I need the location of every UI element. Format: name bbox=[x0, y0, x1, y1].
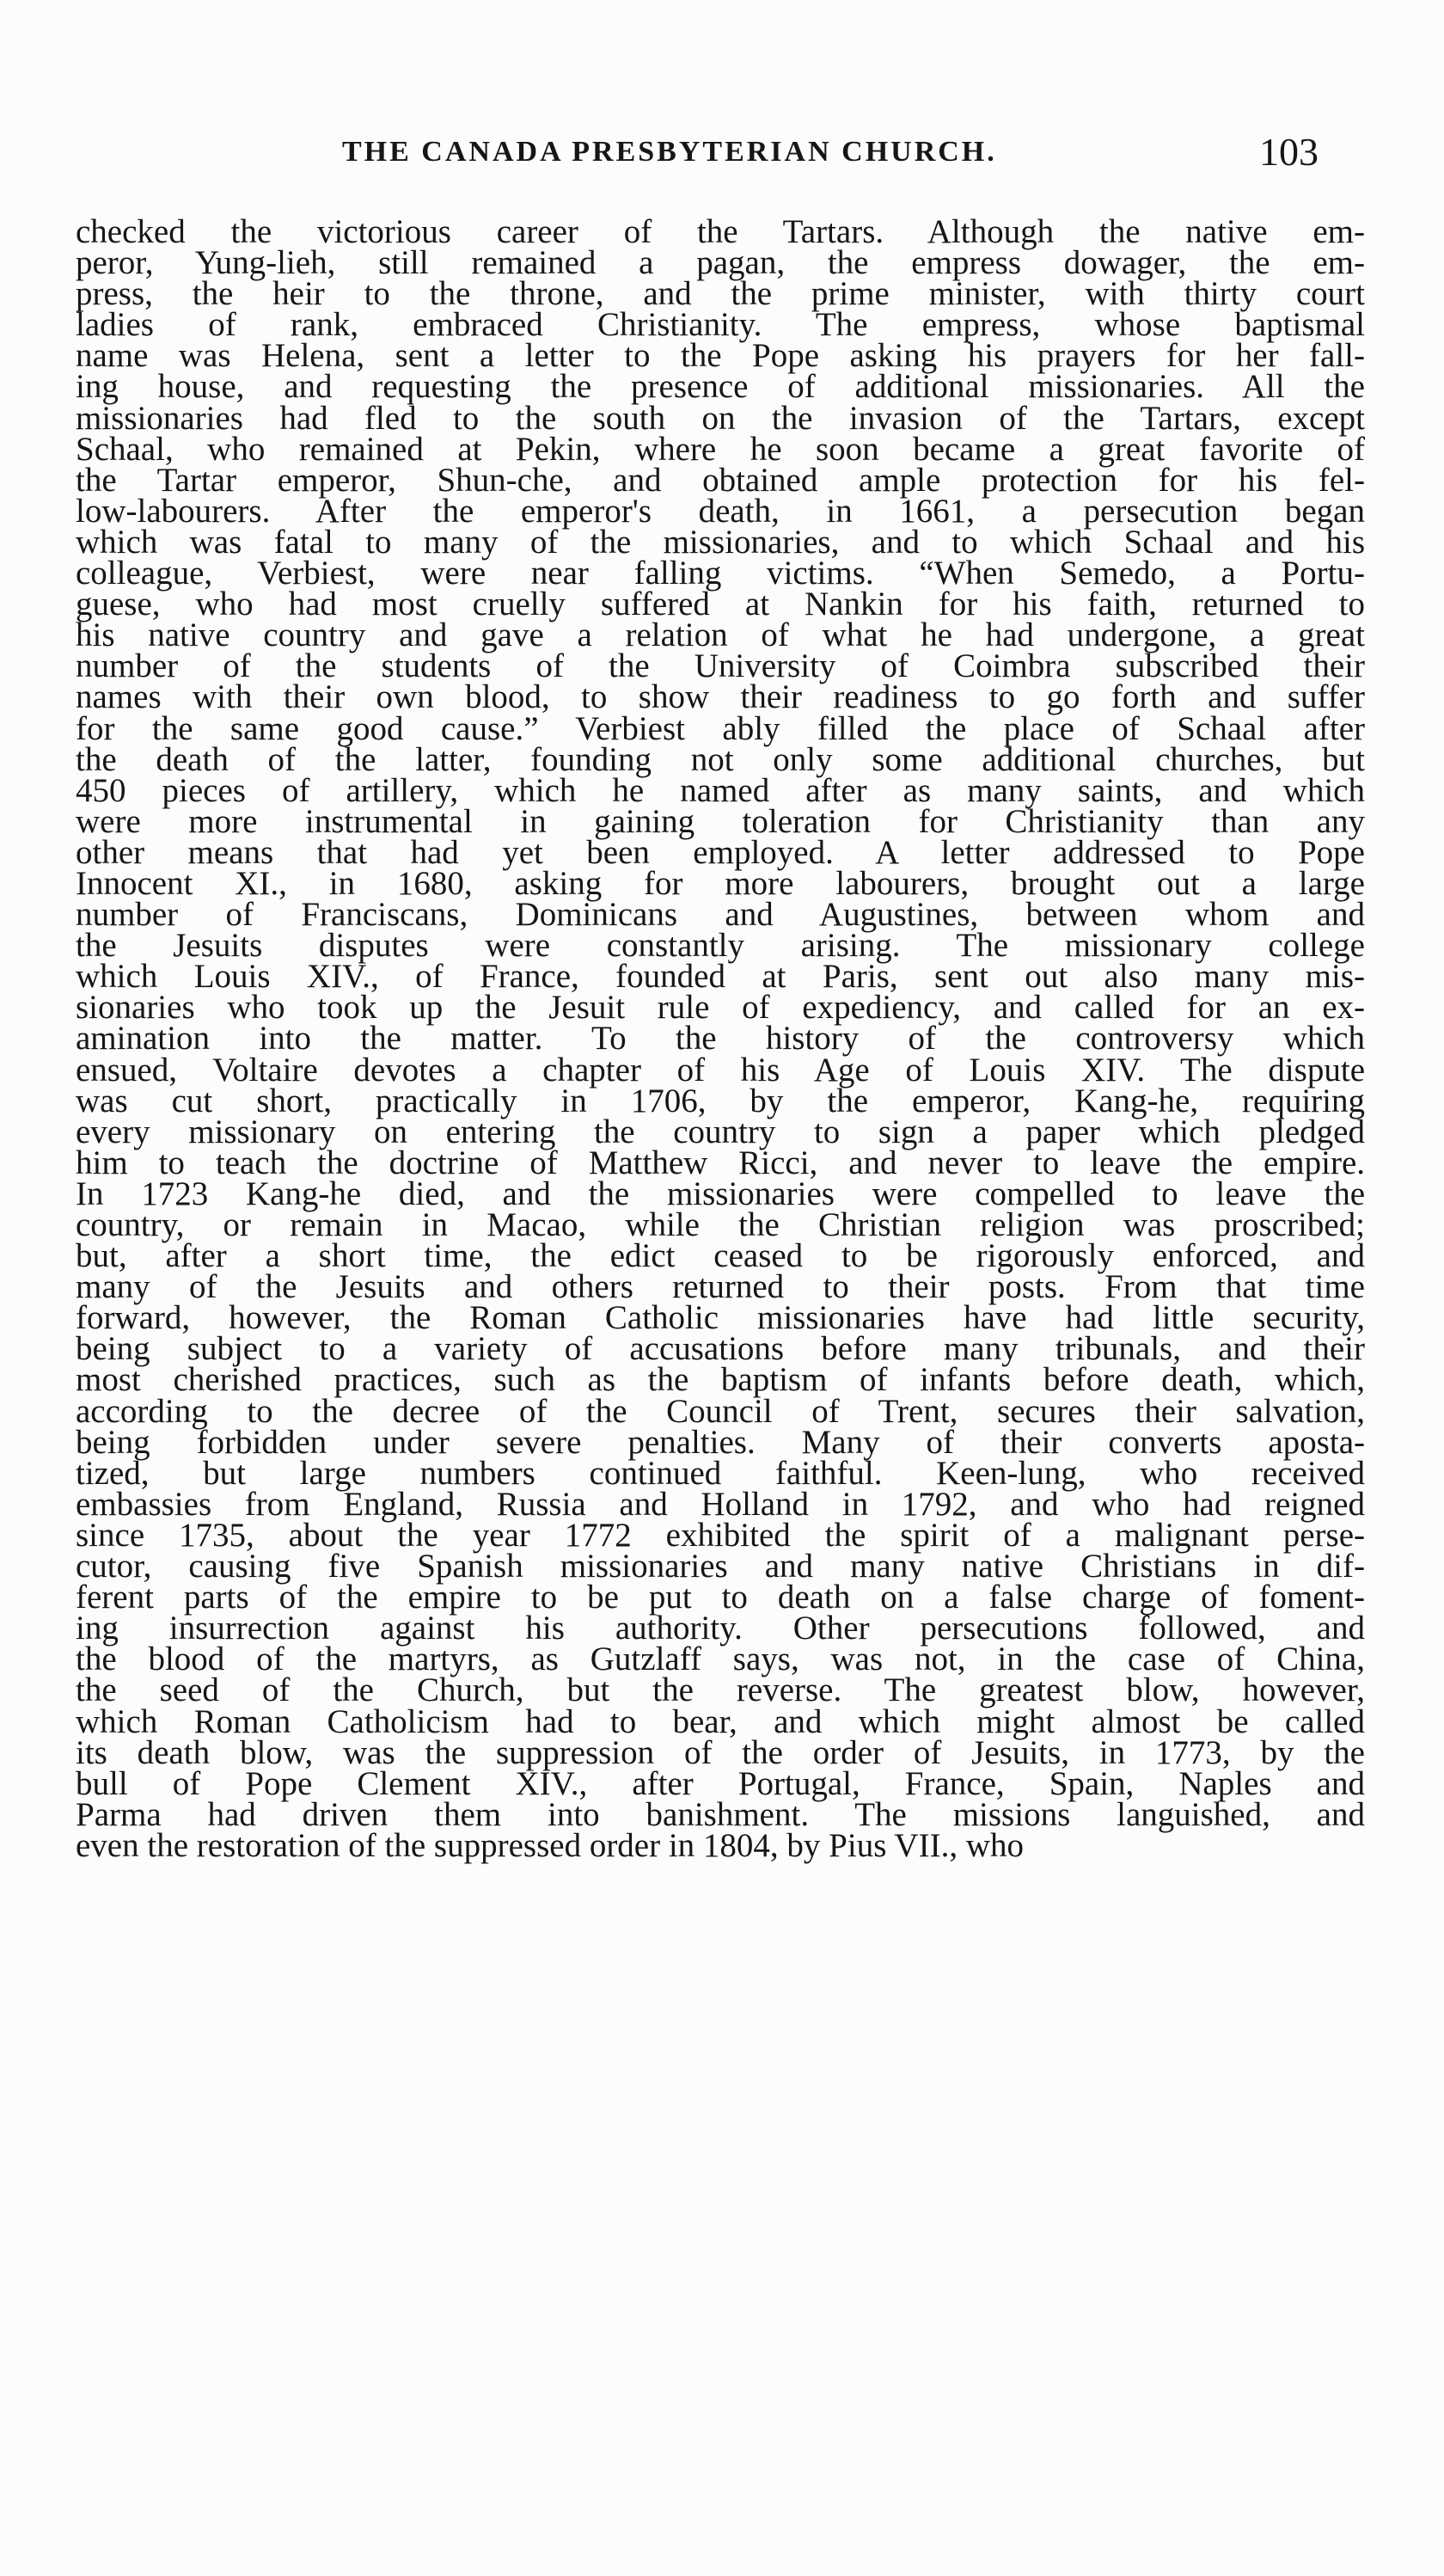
running-title: THE CANADA PRESBYTERIAN CHURCH. bbox=[342, 136, 997, 168]
text-line: Schaal, who remained at Pekin, where he soon became a great favorite of bbox=[76, 430, 1365, 468]
body-text bbox=[76, 213, 1365, 1864]
text-line: Innocent XI., in 1680, asking for more labourers, brought out a large bbox=[76, 864, 1365, 902]
text-line: press, the heir to the throne, and the prime minister, with thirty court bbox=[76, 275, 1365, 313]
text-line: which Louis XIV., of France, founded at Paris, sent out also many mis- bbox=[76, 958, 1365, 996]
text-line: sionaries who took up the Jesuit rule of expediency, and called for an ex- bbox=[76, 989, 1365, 1027]
text-line: which Roman Catholicism had to bear, and which might almost be called bbox=[76, 1702, 1365, 1740]
text-line: guese, who had most cruelly suffered at Nankin for his faith, returned to bbox=[76, 586, 1365, 623]
text-line: its death blow, was the suppression of the order of Jesuits, in 1773, by the bbox=[76, 1733, 1365, 1771]
text-line: 450 pieces of artillery, which he named after as many saints, and which bbox=[76, 771, 1365, 809]
text-line: tized, but large numbers continued faithful. Keen-lung, who received bbox=[76, 1454, 1365, 1492]
running-head bbox=[0, 129, 1444, 181]
text-line: forward, however, the Roman Catholic missionaries have had little security, bbox=[76, 1299, 1365, 1337]
text-line: colleague, Verbiest, were near falling victims. “When Semedo, a Portu- bbox=[76, 555, 1365, 592]
text-line: which was fatal to many of the missionaries, and to which Schaal and his bbox=[76, 523, 1365, 561]
text-line: many of the Jesuits and others returned to their posts. From that time bbox=[76, 1268, 1365, 1306]
text-line: embassies from England, Russia and Holland in 1792, and who had reigned bbox=[76, 1485, 1365, 1523]
text-line: names with their own blood, to show their readiness to go forth and suffer bbox=[76, 678, 1365, 716]
text-line: ing house, and requesting the presence of additional missionaries. All the bbox=[76, 368, 1365, 406]
text-line: him to teach the doctrine of Matthew Ricci, and never to leave the empire. bbox=[76, 1144, 1365, 1181]
text-line: name was Helena, sent a letter to the Pope asking his prayers for her fall- bbox=[76, 337, 1365, 375]
text-line: the death of the latter, founding not only some additional churches, but bbox=[76, 740, 1365, 778]
text-line: every missionary on entering the country to sign a paper which pledged bbox=[76, 1113, 1365, 1150]
text-line: his native country and gave a relation of what he had undergone, a great bbox=[76, 616, 1365, 654]
text-line: ferent parts of the empire to be put to death on a false charge of foment- bbox=[76, 1579, 1365, 1616]
text-line: were more instrumental in gaining toleration for Christianity than any bbox=[76, 802, 1365, 840]
text-line: most cherished practices, such as the baptism of infants before death, which, bbox=[76, 1361, 1365, 1399]
text-line: the seed of the Church, but the reverse. The greatest blow, however, bbox=[76, 1671, 1365, 1709]
text-line: peror, Yung-lieh, still remained a pagan, the empress dowager, the em- bbox=[76, 244, 1365, 282]
text-line: ing insurrection against his authority. Other persecutions followed, and bbox=[76, 1610, 1365, 1647]
text-line: but, after a short time, the edict ceased to be rigorously enforced, and bbox=[76, 1237, 1365, 1275]
text-line: for the same good cause.” Verbiest ably filled the place of Schaal after bbox=[76, 709, 1365, 747]
text-line: cutor, causing five Spanish missionaries and many native Christians in dif- bbox=[76, 1548, 1365, 1585]
text-line: since 1735, about the year 1772 exhibited the spirit of a malignant perse- bbox=[76, 1516, 1365, 1554]
text-line: other means that had yet been employed. A letter addressed to Pope bbox=[76, 833, 1365, 871]
text-line: being subject to a variety of accusations before many tribunals, and their bbox=[76, 1330, 1365, 1368]
text-line: Parma had driven them into banishment. The missions languished, and bbox=[76, 1795, 1365, 1833]
text-line: number of the students of the University of Coimbra subscribed their bbox=[76, 647, 1365, 685]
page-number: 103 bbox=[1259, 130, 1319, 174]
text-line: missionaries had fled to the south on the invasion of the Tartars, except bbox=[76, 399, 1365, 437]
text-line: country, or remain in Macao, while the Christian religion was proscribed; bbox=[76, 1206, 1365, 1243]
text-line: In 1723 Kang-he died, and the missionaries were compelled to leave the bbox=[76, 1175, 1365, 1212]
text-line: the Jesuits disputes were constantly arising. The missionary college bbox=[76, 927, 1365, 965]
text-line: ladies of rank, embraced Christianity. The empress, whose baptismal bbox=[76, 306, 1365, 344]
text-line: the Tartar emperor, Shun-che, and obtained ample protection for his fel- bbox=[76, 461, 1365, 499]
text-line: low-labourers. After the emperor's death, in 1661, a persecution began bbox=[76, 492, 1365, 530]
text-line: was cut short, practically in 1706, by the emperor, Kang-he, requiring bbox=[76, 1082, 1365, 1119]
text-line: checked the victorious career of the Tartars. Although the native em- bbox=[76, 213, 1365, 250]
text-line: the blood of the martyrs, as Gutzlaff says, was not, in the case of China, bbox=[76, 1641, 1365, 1678]
text-line: number of Franciscans, Dominicans and Augustines, between whom and bbox=[76, 896, 1365, 934]
text-line: according to the decree of the Council of Trent, secures their salvation, bbox=[76, 1392, 1365, 1430]
text-line: amination into the matter. To the history of the controversy which bbox=[76, 1020, 1365, 1058]
text-line: being forbidden under severe penalties. Many of their converts aposta- bbox=[76, 1423, 1365, 1461]
text-line: even the restoration of the suppressed order in 1804, by Pius VII., who bbox=[76, 1826, 1024, 1864]
text-line: ensued, Voltaire devotes a chapter of his Age of Louis XIV. The dispute bbox=[76, 1051, 1365, 1089]
text-line: bull of Pope Clement XIV., after Portugal, France, Spain, Naples and bbox=[76, 1764, 1365, 1802]
